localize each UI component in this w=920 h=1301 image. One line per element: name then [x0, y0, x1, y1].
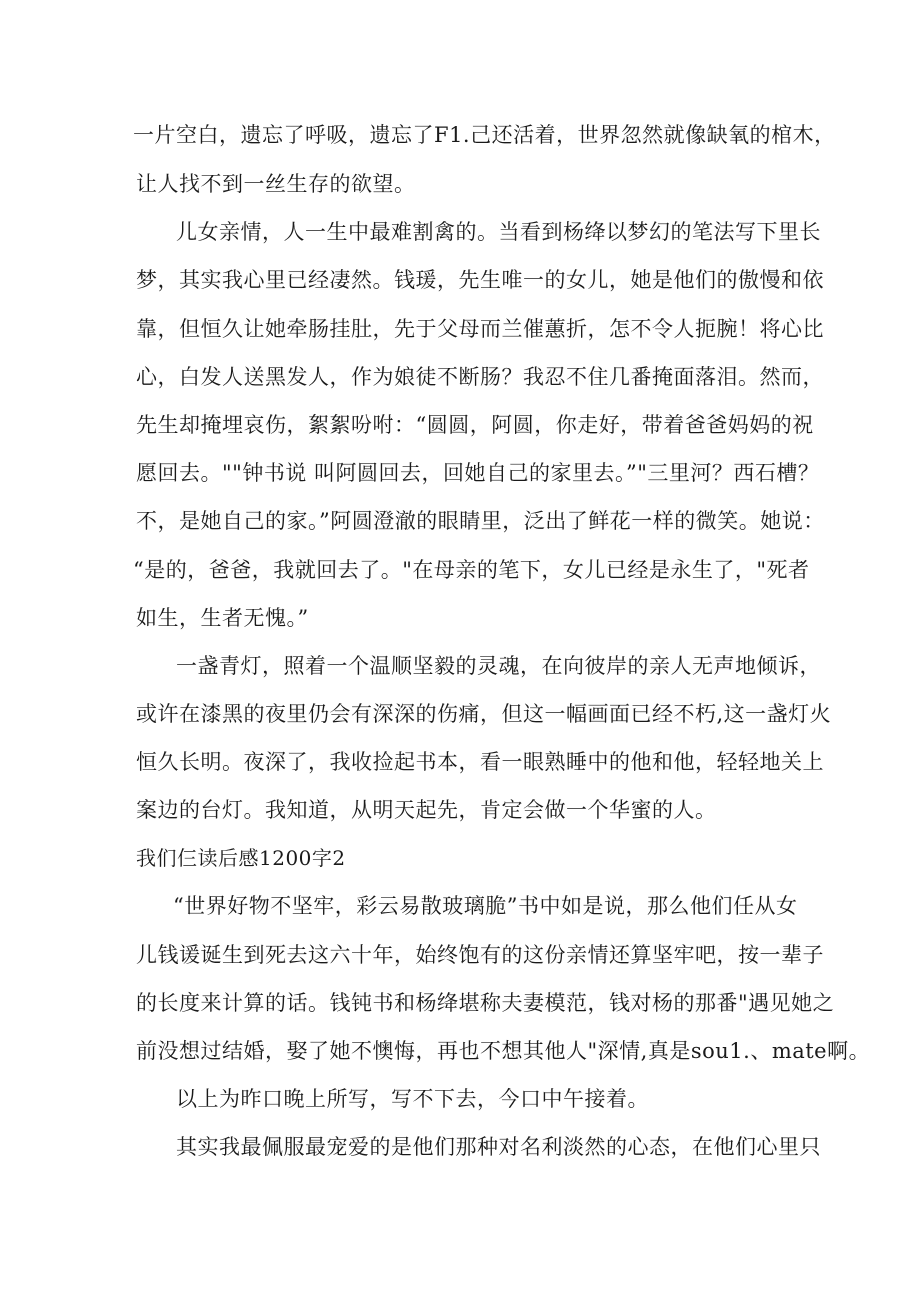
- text-line-2: 让人找不到一丝生存的欲望。: [136, 172, 416, 196]
- text-line-13: 或许在漆黑的夜里仍会有深深的伤痛，但这一幅画面已经不朽,这一盏灯火: [136, 702, 832, 726]
- section-heading: 我们仨读后感1200字2: [136, 846, 346, 870]
- text-line-5: 靠，但恒久让她牵肠挂肚，先于父母而兰催蕙折，怎不令人扼腕！将心比: [136, 317, 824, 341]
- text-line-4: 梦，其实我心里已经凄然。钱瑗，先生唯一的女儿，她是他们的傲慢和依: [136, 268, 824, 292]
- text-line-21: 以上为昨口晚上所写，写不下去，今口中午接着。: [176, 1087, 649, 1111]
- text-line-8: 愿回去。""钟书说 叫阿圆回去，回她自己的家里去。”"三里河？西石槽？: [136, 461, 820, 485]
- text-line-15: 案边的台灯。我知道，从明天起先，肯定会做一个华蜜的人。: [136, 798, 717, 822]
- text-line-22: 其实我最佩服最宠爱的是他们那种对名利淡然的心态，在他们心里只: [176, 1135, 821, 1159]
- text-line-14: 恒久长明。夜深了，我收捡起书本，看一眼熟睡中的他和他，轻轻地关上: [136, 750, 824, 774]
- text-line-20: 前没想过结婚，娶了她不懊悔，再也不想其他人"深情,真是sou1.、mate啊。: [136, 1039, 871, 1063]
- text-line-6: 心，白发人送黑发人，作为娘徒不断肠？我忍不住几番掩面落泪。然而，: [136, 365, 824, 389]
- text-line-17: “世界好物不坚牢，彩云易散玻璃脆”书中如是说，那么他们任从女: [173, 894, 798, 918]
- text-line-10: “是的，爸爸，我就回去了。"在母亲的笔下，女儿已经是永生了，"死者: [133, 558, 810, 582]
- text-line-7: 先生却掩埋哀伤，絮絮吩咐：“圆圆，阿圆，你走好，带着爸爸妈妈的祝: [136, 413, 814, 437]
- text-line-9: 不，是她自己的家。”阿圆澄澈的眼睛里，泛出了鲜花一样的微笑。她说：: [136, 509, 825, 533]
- text-line-1: 一片空白，遗忘了呼吸，遗忘了F1.己还活着，世界忽然就像缺氧的棺木，: [133, 123, 836, 147]
- text-line-3: 儿女亲情，人一生中最难割禽的。当看到杨绛以梦幻的笔法写下里长: [176, 220, 821, 244]
- text-line-18: 儿钱谖诞生到死去这六十年，始终饱有的这份亲情还算坚牢吧，按一辈子: [136, 943, 824, 967]
- text-line-19: 的长度来计算的话。钱钝书和杨绛堪称夫妻模范，钱对杨的那番"遇见她之: [136, 991, 835, 1015]
- text-line-11: 如生，生者无愧。”: [136, 606, 309, 630]
- text-line-12: 一盏青灯，照着一个温顺坚毅的灵魂，在向彼岸的亲人无声地倾诉，: [176, 654, 821, 678]
